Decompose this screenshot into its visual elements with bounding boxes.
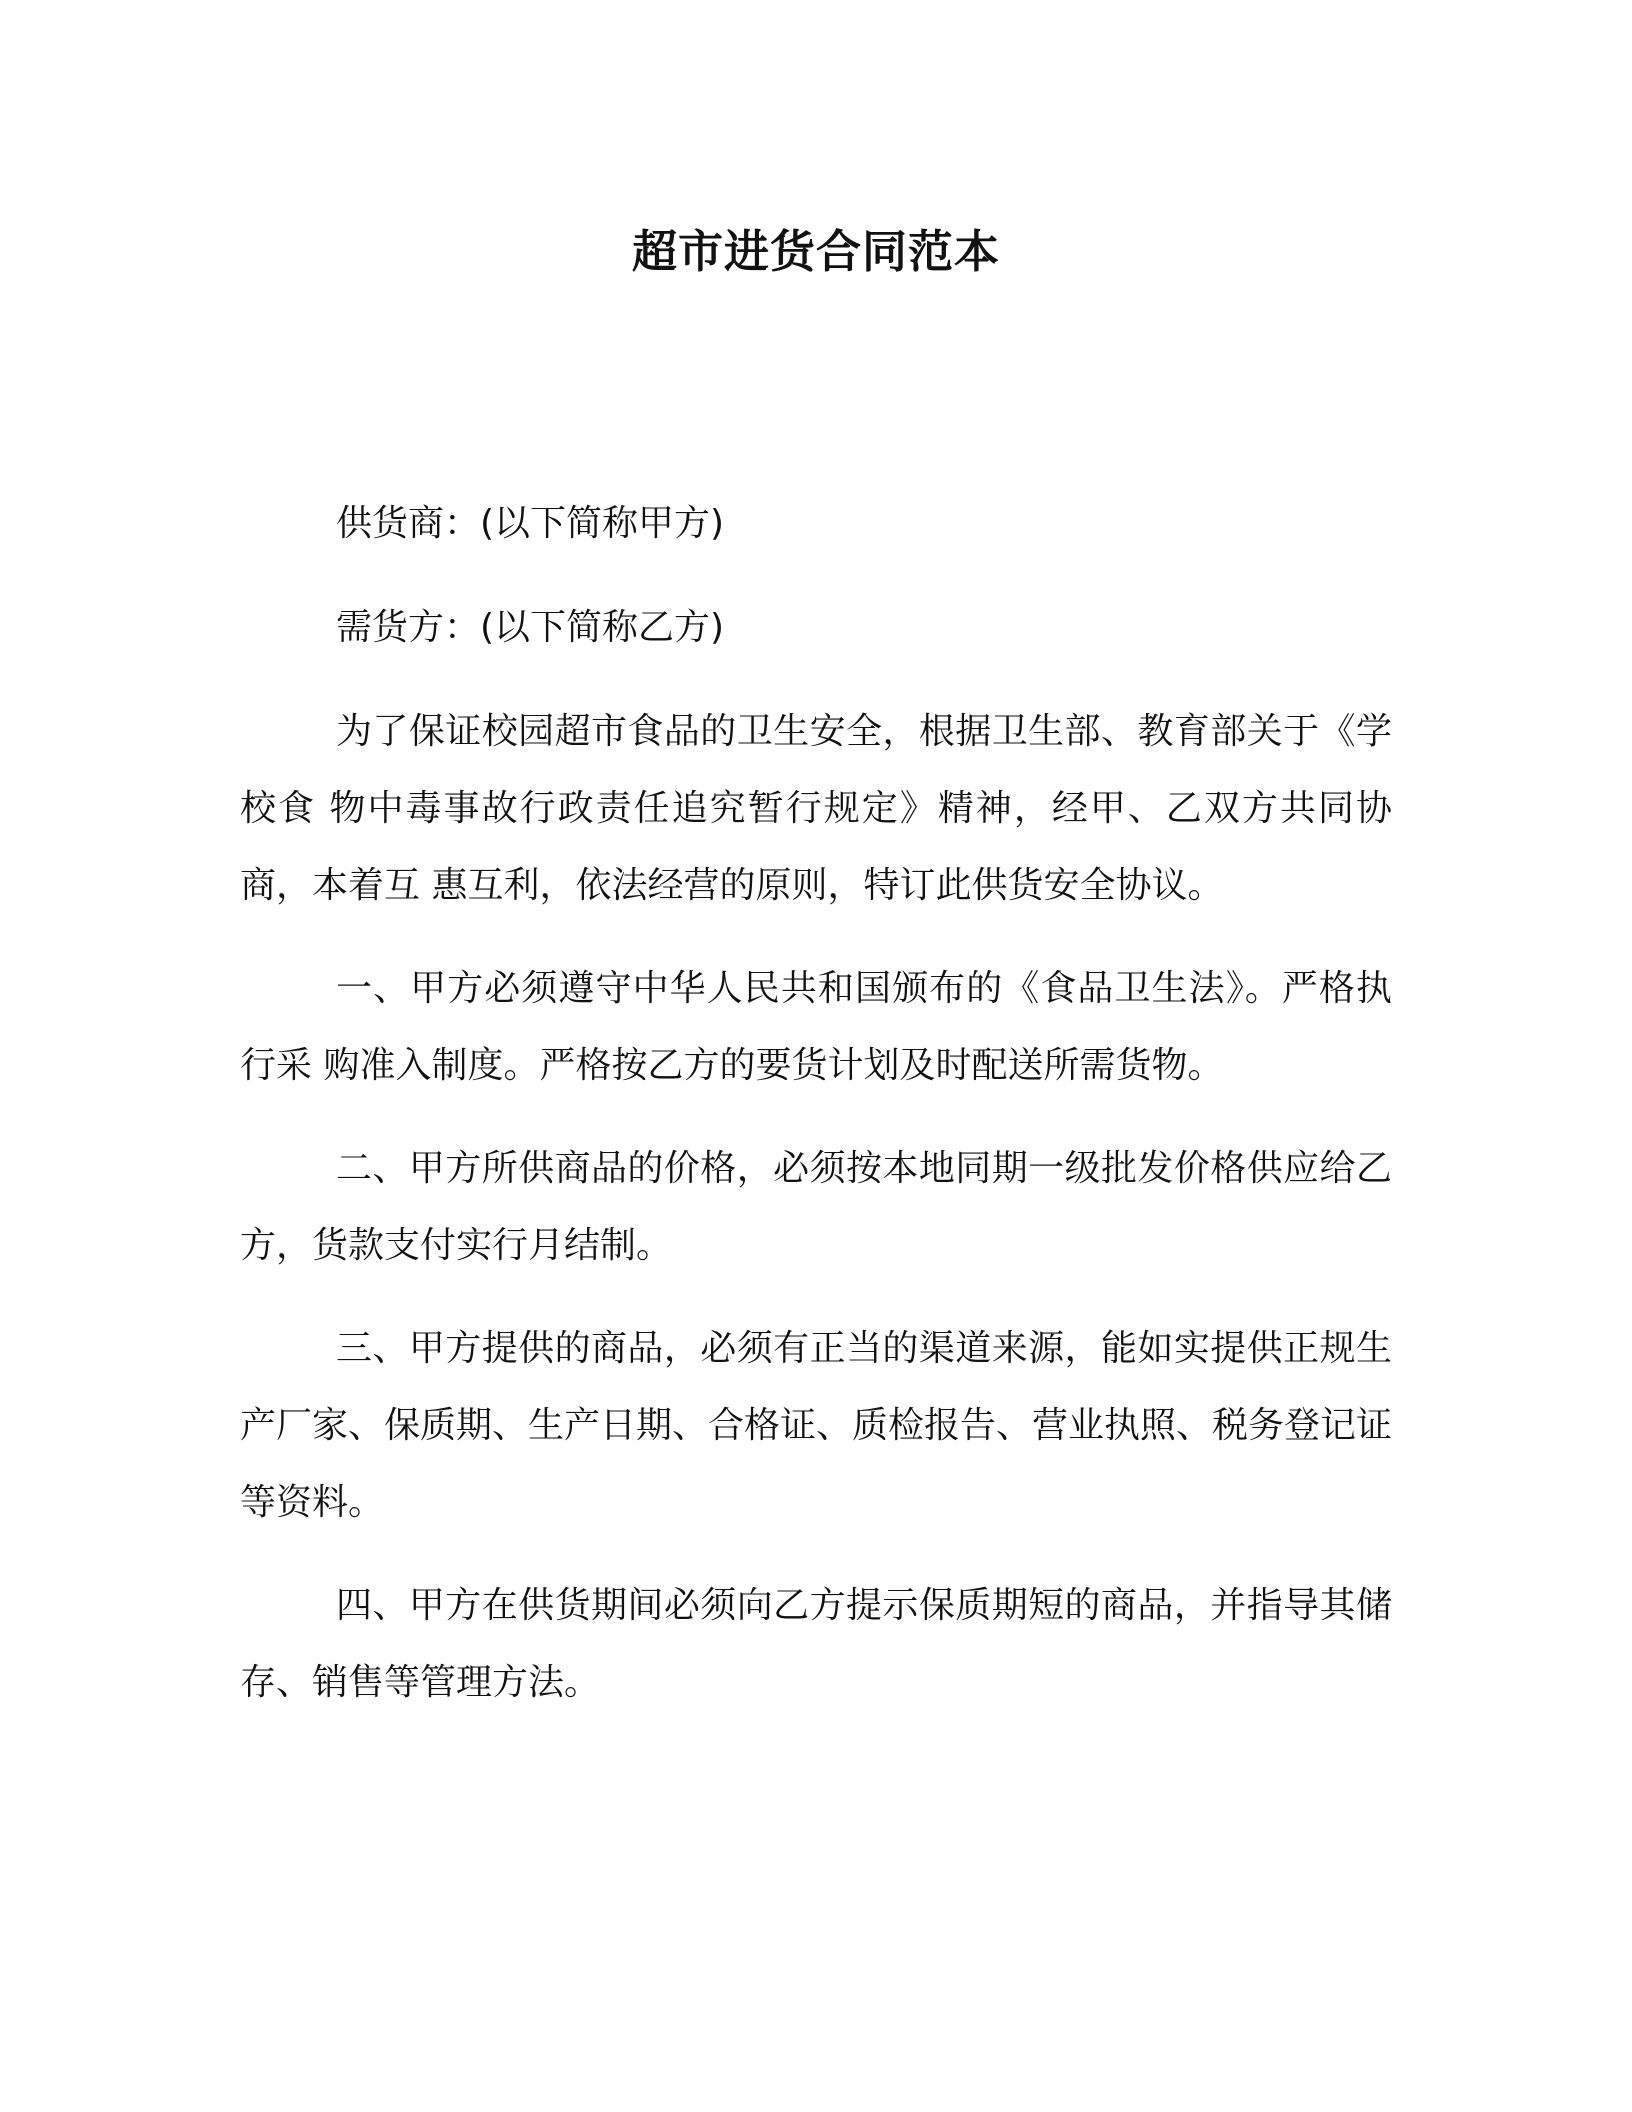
buyer-line: 需货方：(以下简称乙方) bbox=[336, 607, 725, 648]
clause-3: 三、甲方提供的商品，必须有正当的渠道来源，能如实提供正规生产厂家、保质期、生产日期、合格证、质检报告、营业执照、税务登记证等资料。 bbox=[240, 1328, 1393, 1523]
clause-1: 一、甲方必须遵守中华人民共和国颁布的《食品卫生法》。严格执行采 购准入制度。严格按乙方的要货计划及时配送所需货物。 bbox=[240, 968, 1392, 1086]
document-title: 超市进货合同范本 bbox=[631, 225, 1000, 278]
preamble-paragraph: 为了保证校园超市食品的卫生安全，根据卫生部、教育部关于《学校食 物中毒事故行政责任追究暂行规定》精神，经甲、乙双方共同协商，本着互 惠互利，依法经营的原则，特订此供货安全协议。 bbox=[240, 711, 1392, 906]
supplier-line: 供货商：(以下简称甲方) bbox=[336, 503, 725, 544]
document-body bbox=[240, 485, 1392, 1747]
clause-4: 四、甲方在供货期间必须向乙方提示保质期短的商品，并指导其储存、销售等管理方法。 bbox=[240, 1585, 1392, 1703]
clause-2: 二、甲方所供商品的价格，必须按本地同期一级批发价格供应给乙方，货款支付实行月结制。 bbox=[240, 1148, 1392, 1266]
